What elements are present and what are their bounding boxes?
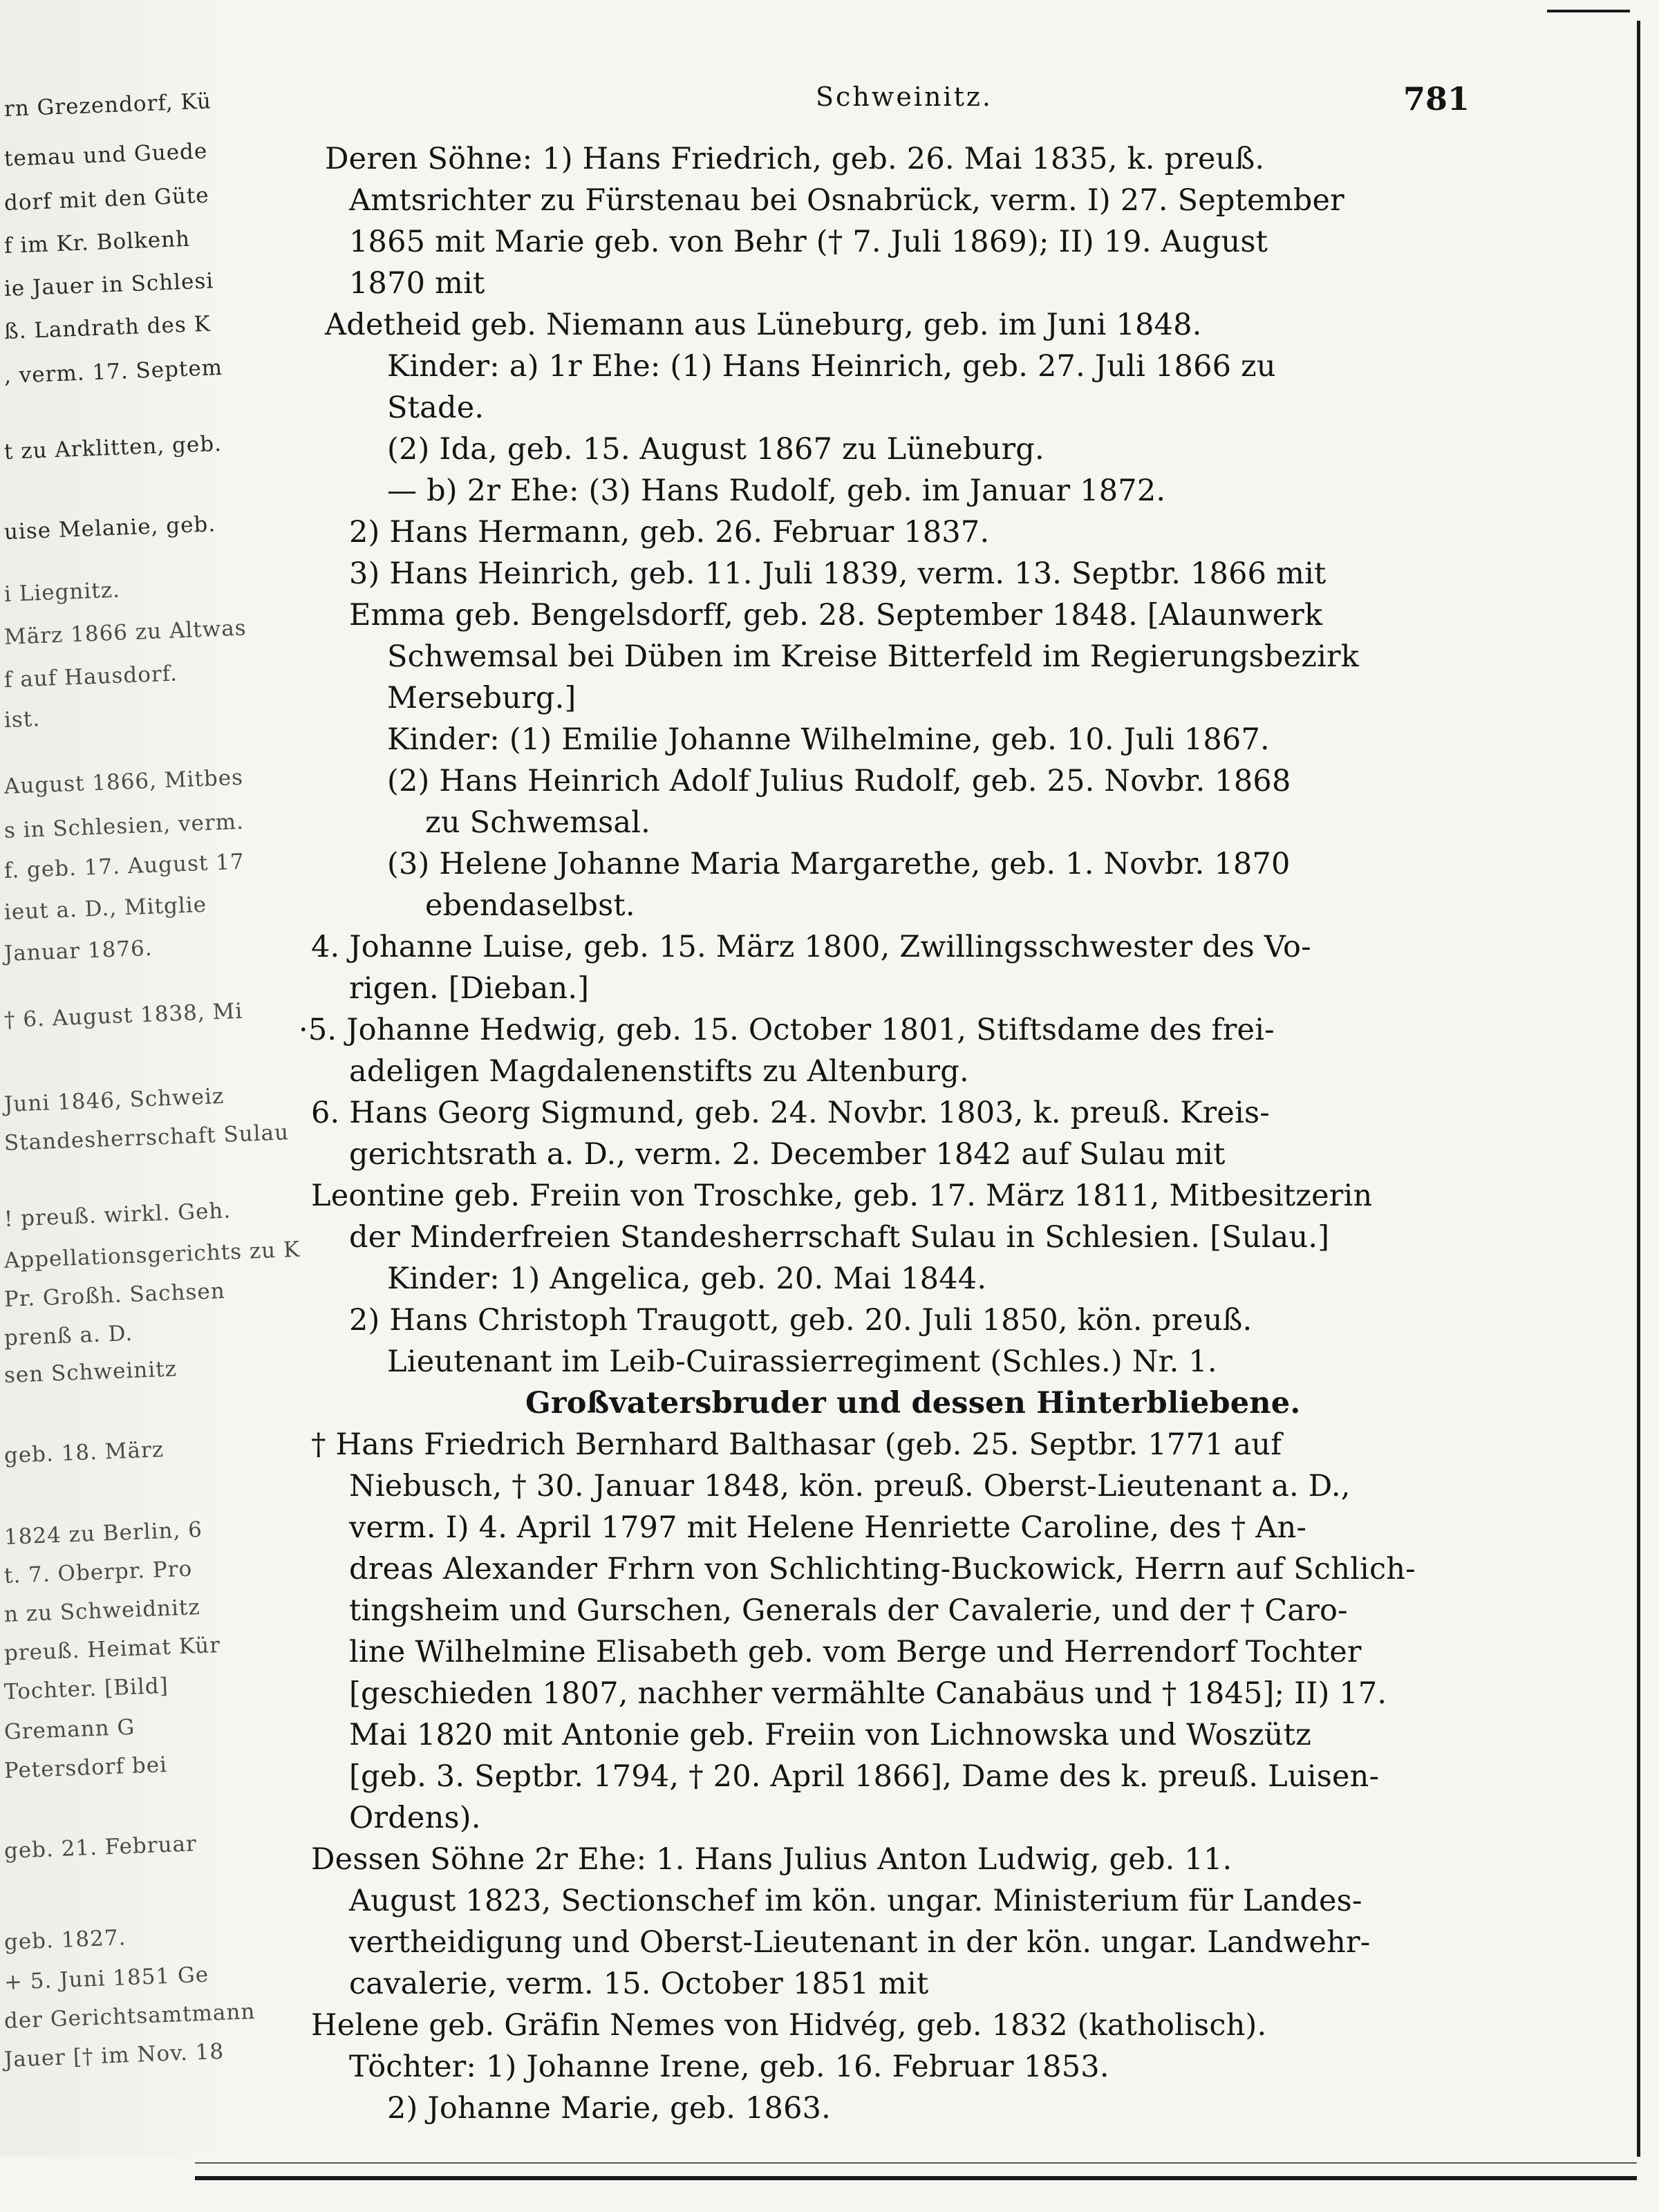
margin-fragment: Juni 1846, Schweiz [3, 1083, 225, 1117]
text-line: zu Schwemsal. [425, 805, 651, 840]
margin-fragment: Pr. Großh. Sachsen [3, 1278, 226, 1312]
text-line: Niebusch, † 30. Januar 1848, kön. preuß. Oberst-Lieutenant a. D., [349, 1469, 1351, 1503]
margin-fragment: , verm. 17. Septem [3, 355, 223, 388]
margin-fragment: temau und Guede [3, 138, 208, 171]
text-line: rigen. [Dieban.] [349, 971, 590, 1006]
margin-fragment: n zu Schweidnitz [3, 1595, 201, 1627]
margin-fragment: Appellationsgerichts zu K [3, 1237, 301, 1273]
previous-page-margin [0, 0, 301, 2157]
margin-fragment: f im Kr. Bolkenh [3, 226, 191, 259]
text-line: der Minderfreien Standesherrschaft Sulau in Schlesien. [Sulau.] [349, 1220, 1330, 1255]
margin-fragment: ieut a. D., Mitglie [3, 892, 207, 925]
text-line: verm. I) 4. April 1797 mit Helene Henriette Caroline, des † An- [349, 1510, 1307, 1545]
margin-fragment: f. geb. 17. August 17 [3, 849, 245, 883]
right-border-rule [1637, 21, 1640, 2157]
running-head: Schweinitz. [816, 82, 993, 112]
section-heading: Großvatersbruder und dessen Hinterbliebene. [525, 1386, 1301, 1421]
text-line: Leontine geb. Freiin von Troschke, geb. 17. März 1811, Mitbesitzerin [311, 1179, 1373, 1213]
margin-fragment: ! preuß. wirkl. Geh. [3, 1198, 232, 1232]
text-line: (2) Ida, geb. 15. August 1867 zu Lüneburg. [387, 432, 1044, 467]
text-line: 6. Hans Georg Sigmund, geb. 24. Novbr. 1803, k. preuß. Kreis- [311, 1096, 1270, 1130]
text-line: tingsheim und Gurschen, Generals der Cavalerie, und der † Caro- [349, 1593, 1348, 1628]
margin-fragment: uise Melanie, geb. [3, 512, 216, 545]
margin-fragment: Gremann G [3, 1714, 135, 1745]
margin-fragment: s in Schlesien, verm. [3, 809, 245, 843]
text-line: (2) Hans Heinrich Adolf Julius Rudolf, geb. 25. Novbr. 1868 [387, 764, 1291, 798]
margin-fragment: rn Grezendorf, Kü [3, 88, 212, 122]
page-number: 781 [1403, 80, 1470, 118]
text-line: gerichtsrath a. D., verm. 2. December 1842 auf Sulau mit [349, 1137, 1226, 1172]
text-line: Stade. [387, 391, 485, 425]
text-line: 1865 mit Marie geb. von Behr († 7. Juli 1869); II) 19. August [349, 225, 1268, 259]
text-line: dreas Alexander Frhrn von Schlichting-Buckowick, Herrn auf Schlich- [349, 1552, 1416, 1586]
text-line: [geb. 3. Septbr. 1794, † 20. April 1866], Dame des k. preuß. Luisen- [349, 1759, 1380, 1794]
margin-fragment: t zu Arklitten, geb. [3, 431, 223, 465]
text-line: cavalerie, verm. 15. October 1851 mit [349, 1967, 929, 2001]
margin-fragment: Tochter. [Bild] [3, 1673, 169, 1705]
margin-fragment: Januar 1876. [3, 935, 153, 966]
text-line: line Wilhelmine Elisabeth geb. vom Berge und Herrendorf Tochter [349, 1635, 1362, 1669]
text-line: Ordens). [349, 1801, 481, 1835]
text-line: Deren Söhne: 1) Hans Friedrich, geb. 26. Mai 1835, k. preuß. [325, 142, 1265, 176]
margin-fragment: t. 7. Oberpr. Pro [3, 1556, 193, 1588]
text-line: Lieutenant im Leib-Cuirassierregiment (Schles.) Nr. 1. [387, 1344, 1217, 1379]
text-line: Dessen Söhne 2r Ehe: 1. Hans Julius Anton Ludwig, geb. 11. [311, 1842, 1232, 1877]
text-line: [geschieden 1807, nachher vermählte Canabäus und † 1845]; II) 17. [349, 1676, 1387, 1711]
margin-fragment: preuß. Heimat Kür [3, 1632, 221, 1666]
text-line: adeligen Magdalenenstifts zu Altenburg. [349, 1054, 969, 1089]
text-line: Mai 1820 mit Antonie geb. Freiin von Lichnowska und Woszütz [349, 1718, 1312, 1752]
text-line: Schwemsal bei Düben im Kreise Bitterfeld im Regierungsbezirk [387, 639, 1360, 674]
text-line: 2) Hans Christoph Traugott, geb. 20. Juli 1850, kön. preuß. [349, 1303, 1253, 1338]
margin-fragment: i Liegnitz. [3, 577, 121, 607]
margin-fragment: März 1866 zu Altwas [3, 615, 247, 650]
margin-fragment: ie Jauer in Schlesi [3, 268, 214, 301]
margin-fragment: Petersdorf bei [3, 1752, 168, 1783]
margin-fragment: 1824 zu Berlin, 6 [3, 1517, 203, 1550]
margin-fragment: geb. 1827. [3, 1925, 127, 1955]
text-line: Amtsrichter zu Fürstenau bei Osnabrück, verm. I) 27. September [349, 183, 1344, 218]
text-line: 3) Hans Heinrich, geb. 11. Juli 1839, verm. 13. Septbr. 1866 mit [349, 556, 1327, 591]
footer-rule [195, 2176, 1637, 2180]
margin-fragment: Standesherrschaft Sulau [3, 1120, 290, 1156]
margin-fragment: sen Schweinitz [3, 1356, 178, 1388]
text-line: Kinder: (1) Emilie Johanne Wilhelmine, geb. 10. Juli 1867. [387, 722, 1270, 757]
text-line: (3) Helene Johanne Maria Margarethe, geb. 1. Novbr. 1870 [387, 847, 1291, 881]
margin-fragment: geb. 21. Februar [3, 1831, 198, 1864]
margin-fragment: der Gerichtsamtmann [3, 1999, 256, 2034]
text-line: Merseburg.] [387, 681, 577, 715]
text-line: Helene geb. Gräfin Nemes von Hidvég, geb. 1832 (katholisch). [311, 2008, 1267, 2043]
margin-fragment: + 5. Juni 1851 Ge [3, 1962, 209, 1995]
text-line: Kinder: 1) Angelica, geb. 20. Mai 1844. [387, 1262, 987, 1296]
text-line: August 1823, Sectionschef im kön. ungar. Ministerium für Landes- [349, 1884, 1362, 1918]
text-line: ·5. Johanne Hedwig, geb. 15. October 1801, Stiftsdame des frei- [299, 1013, 1275, 1047]
corner-rule [1547, 10, 1630, 12]
margin-fragment: ß. Landrath des K [3, 311, 212, 344]
margin-fragment: f auf Hausdorf. [3, 661, 178, 693]
text-line: † Hans Friedrich Bernhard Balthasar (geb. 25. Septbr. 1771 auf [311, 1427, 1282, 1462]
footer-rule-thin [195, 2162, 1637, 2164]
text-line: 2) Johanne Marie, geb. 1863. [387, 2091, 832, 2126]
text-line: 2) Hans Hermann, geb. 26. Februar 1837. [349, 515, 990, 550]
text-line: Töchter: 1) Johanne Irene, geb. 16. Februar 1853. [349, 2050, 1109, 2084]
margin-fragment: † 6. August 1838, Mi [3, 998, 243, 1033]
margin-fragment: Jauer [† im Nov. 18 [3, 2038, 225, 2072]
text-line: ebendaselbst. [425, 888, 635, 923]
margin-fragment: dorf mit den Güte [3, 182, 210, 216]
margin-fragment: August 1866, Mitbes [3, 765, 244, 799]
text-line: — b) 2r Ehe: (3) Hans Rudolf, geb. im Januar 1872. [387, 474, 1166, 508]
text-line: Emma geb. Bengelsdorff, geb. 28. September 1848. [Alaunwerk [349, 598, 1323, 632]
text-line: Adetheid geb. Niemann aus Lüneburg, geb. im Juni 1848. [325, 308, 1202, 342]
margin-fragment: geb. 18. März [3, 1437, 165, 1468]
margin-fragment: prenß a. D. [3, 1320, 133, 1351]
text-line: vertheidigung und Oberst-Lieutenant in der kön. ungar. Landwehr- [349, 1925, 1371, 1960]
margin-fragment: ist. [3, 706, 41, 733]
text-line: Kinder: a) 1r Ehe: (1) Hans Heinrich, geb. 27. Juli 1866 zu [387, 349, 1276, 384]
text-line: 4. Johanne Luise, geb. 15. März 1800, Zwillingsschwester des Vo- [311, 930, 1311, 964]
text-line: 1870 mit [349, 266, 485, 301]
